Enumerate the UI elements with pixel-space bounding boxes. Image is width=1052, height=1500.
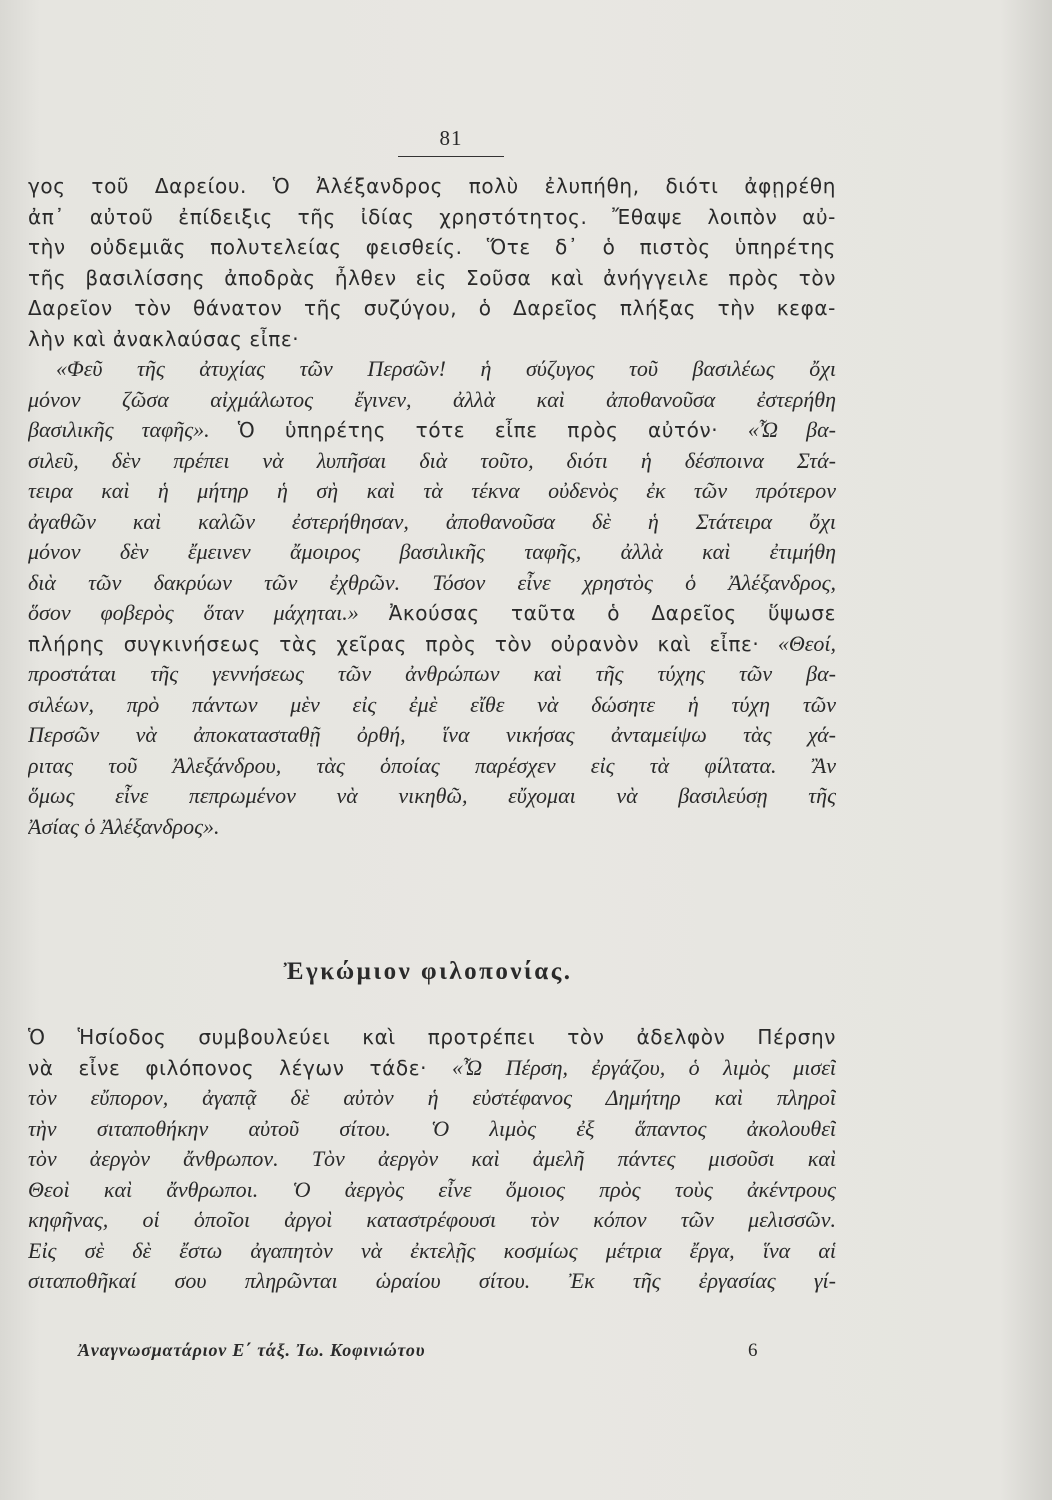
italic-run: διὰ τῶν δακρύων τῶν ἐχθρῶν. Τόσον εἶνε χρηστὸς ὁ Ἀλέξανδρος, xyxy=(28,569,836,595)
footer-book-title: Ἀναγνωσματάριον Ε΄ τάξ. Ἰω. Κοφινιώτου xyxy=(78,1340,426,1360)
text-line xyxy=(28,171,836,202)
text-run: γος τοῦ Δαρείου. Ὁ Ἀλέξανδρος πολὺ ἐλυπήθη, διότι ἀφῃρέθη xyxy=(28,174,836,198)
italic-run: τειρα καὶ ἡ μήτηρ ἡ σὴ καὶ τὰ τέκνα οὐδενὸς ἐκ τῶν πρότερον xyxy=(28,478,836,503)
text-line xyxy=(28,202,836,233)
text-line xyxy=(28,232,836,263)
italic-run: ριτας τοῦ Ἀλεξάνδρου, τὰς ὁποίας παρέσχεν εἰς τὰ φίλτατα. Ἂν xyxy=(28,752,836,778)
text-run: πλήρης συγκινήσεως τὰς χεῖρας πρὸς τὸν οὐρανὸν καὶ εἶπε· xyxy=(28,631,778,656)
text-line xyxy=(28,1083,836,1114)
text-line xyxy=(28,446,836,477)
text-run: ἀπ᾿ αὐτοῦ ἐπίδειξις τῆς ἰδίας χρηστότητος. Ἔθαψε λοιπὸν αὐ- xyxy=(28,204,836,229)
text-line xyxy=(28,1022,836,1053)
text-line xyxy=(28,690,836,721)
text-line xyxy=(28,1205,836,1236)
text-line xyxy=(28,415,836,446)
italic-run: τὴν σιταποθήκην αὐτοῦ σίτου. Ὁ λιμὸς ἐξ ἅπαντος ἀκολουθεῖ xyxy=(28,1115,836,1141)
text-line xyxy=(28,659,836,690)
text-line xyxy=(28,568,836,599)
italic-run: τὸν εὔπορον, ἀγαπᾷ δὲ αὐτὸν ἡ εὐστέφανος Δημήτηρ καὶ πληροῖ xyxy=(28,1085,836,1110)
italic-run: κηφῆνας, οἱ ὁποῖοι ἀργοὶ καταστρέφουσι τὸν κόπον τῶν μελισσῶν. xyxy=(28,1207,836,1232)
page-number-rule xyxy=(398,156,504,157)
text-line xyxy=(28,1053,836,1084)
text-line xyxy=(28,598,836,629)
text-line xyxy=(28,1144,836,1175)
italic-run: σιλεῦ, δὲν πρέπει νὰ λυπῆσαι διὰ τοῦτο, διότι ἡ δέσποινα Στά- xyxy=(28,447,836,473)
text-run: νὰ εἶνε φιλόπονος λέγων τάδε· xyxy=(28,1055,453,1080)
text-line xyxy=(28,1236,836,1267)
italic-run: ἀγαθῶν καὶ καλῶν ἐστερήθησαν, ἀποθανοῦσα δὲ ἡ Στάτειρα ὄχι xyxy=(28,508,836,534)
text-run: Ἀκούσας ταῦτα ὁ Δαρεῖος ὕψωσε xyxy=(388,601,836,625)
text-run: λὴν καὶ ἀνακλαύσας εἶπε· xyxy=(28,326,300,351)
text-run: Ὁ Ἡσίοδος συμβουλεύει καὶ προτρέπει τὸν ἀδελφὸν Πέρσην xyxy=(28,1025,836,1049)
paragraph-hesiod xyxy=(28,1022,836,1297)
italic-run: σιλέων, πρὸ πάντων μὲν εἰς ἐμὲ εἴθε νὰ δώσητε ἡ τύχη τῶν xyxy=(28,691,836,717)
italic-run: «Θεοί, xyxy=(777,630,836,656)
text-line xyxy=(28,720,836,751)
text-run: Δαρεῖον τὸν θάνατον τῆς συζύγου, ὁ Δαρεῖος πλήξας τὴν κεφα- xyxy=(28,296,836,320)
italic-run: βασιλικῆς ταφῆς». xyxy=(28,417,238,442)
paragraph-darius xyxy=(28,171,836,842)
text-line xyxy=(28,781,836,812)
text-line xyxy=(28,385,836,416)
section-heading: Ἐγκώμιον φιλοπονίας. xyxy=(283,958,573,985)
italic-run: ὅμως εἶνε πεπρωμένον νὰ νικηθῶ, εὔχομαι νὰ βασιλεύσῃ τῆς xyxy=(28,783,836,808)
page-number: 81 xyxy=(439,126,463,150)
signature-mark: 6 xyxy=(748,1340,758,1361)
text-line xyxy=(28,263,836,294)
italic-run: Θεοὶ καὶ ἄνθρωποι. Ὁ ἀεργὸς εἶνε ὅμοιος πρὸς τοὺς ἀκέντρους xyxy=(28,1176,836,1202)
text-line xyxy=(28,751,836,782)
italic-run: τὸν ἀεργὸν ἄνθρωπον. Τὸν ἀεργὸν καὶ ἀμελῆ πάντες μισοῦσι καὶ xyxy=(28,1146,836,1171)
text-line xyxy=(28,812,836,843)
italic-run: μόνον ζῶσα αἰχμάλωτος ἔγινεν, ἀλλὰ καὶ ἀποθανοῦσα ἐστερήθη xyxy=(28,386,836,412)
text-run: τὴν οὐδεμιᾶς πολυτελείας φεισθείς. Ὅτε δ᾿ ὁ πιστὸς ὑπηρέτης xyxy=(28,235,836,259)
italic-run: Περσῶν νὰ ἀποκατασταθῇ ὀρθή, ἵνα νικήσας ἀνταμείψω τὰς χά- xyxy=(28,722,836,747)
italic-run: Ἀσίας ὁ Ἀλέξανδρος». xyxy=(28,813,220,839)
italic-run: Εἰς σὲ δὲ ἔστω ἀγαπητὸν νὰ ἐκτελῇς κοσμίως μέτρια ἔργα, ἵνα αἱ xyxy=(28,1237,836,1263)
text-line xyxy=(28,293,836,324)
text-line xyxy=(28,476,836,507)
text-line xyxy=(28,354,836,385)
text-line xyxy=(28,1114,836,1145)
italic-run: μόνον δὲν ἔμεινεν ἄμοιρος βασιλικῆς ταφῆς, ἀλλὰ καὶ ἐτιμήθη xyxy=(28,539,836,564)
text-run: Ὁ ὑπηρέτης τότε εἶπε πρὸς αὐτόν· xyxy=(237,418,748,442)
text-line xyxy=(28,324,836,355)
italic-run: ὅσον φοβερὸς ὅταν μάχηται.» xyxy=(28,600,389,625)
italic-run: προστάται τῆς γεννήσεως τῶν ἀνθρώπων καὶ τῆς τύχης τῶν βα- xyxy=(28,661,836,686)
text-line xyxy=(28,1175,836,1206)
text-line xyxy=(28,537,836,568)
italic-run: «Ὦ Πέρση, ἐργάζου, ὁ λιμὸς μισεῖ xyxy=(452,1054,836,1080)
italic-run: «Ὦ βα- xyxy=(747,417,836,442)
italic-run: σιταποθῆκαί σου πληρῶνται ὡραίου σίτου. Ἐκ τῆς ἐργασίας γί- xyxy=(28,1268,836,1293)
italic-run: «Φεῦ τῆς ἀτυχίας τῶν Περσῶν! ἡ σύζυγος τοῦ βασιλέως ὄχι xyxy=(56,356,836,381)
text-line xyxy=(28,507,836,538)
text-line xyxy=(28,629,836,660)
text-run: τῆς βασιλίσσης ἀποδρὰς ἦλθεν εἰς Σοῦσα καὶ ἀνήγγειλε πρὸς τὸν xyxy=(28,265,836,290)
text-line xyxy=(28,1266,836,1297)
